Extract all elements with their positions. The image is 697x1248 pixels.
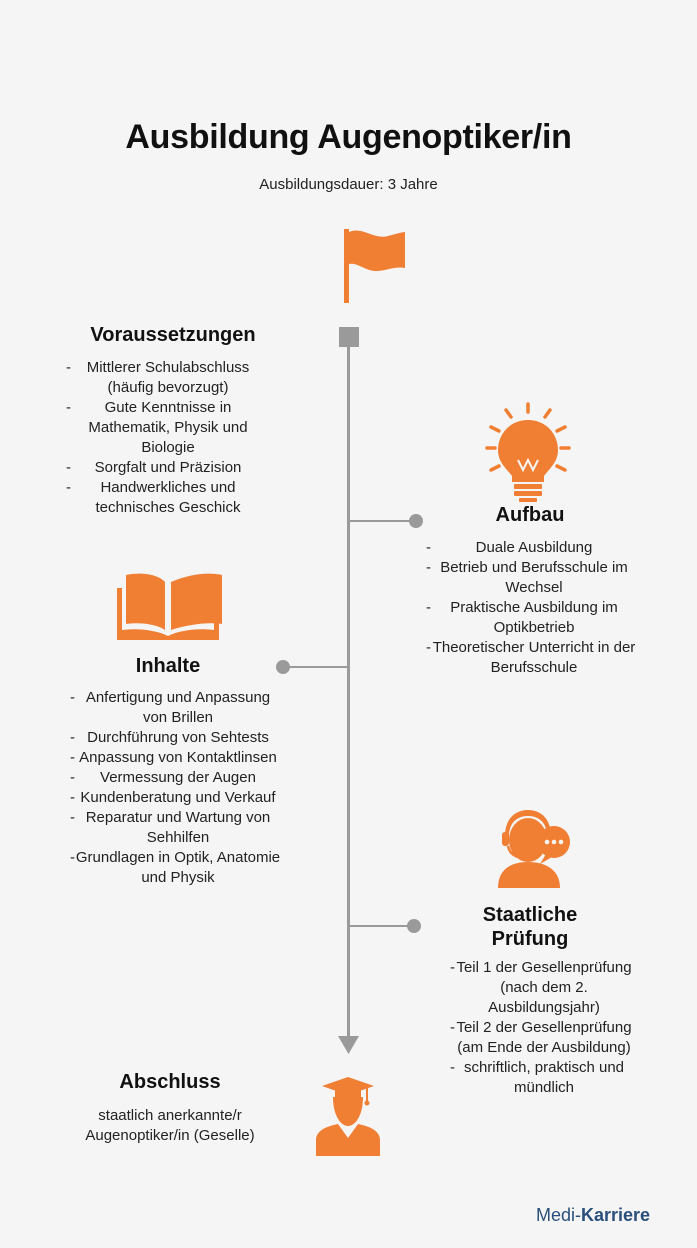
list-item: - Teil 1 der Gesellenprüfung (nach dem 2. Ausbildungsjahr): [452, 958, 636, 1018]
list-item: - Sorgfalt und Präzision: [68, 458, 268, 478]
connector-dot-pruefung: [407, 919, 421, 933]
list-item: - Handwerkliches und technisches Geschick: [68, 478, 268, 518]
voraussetzungen-heading: Voraussetzungen: [90, 324, 256, 346]
book-icon: [117, 573, 222, 640]
list-item: - Anpassung von Kontaktlinsen: [72, 748, 284, 768]
graduate-icon: [316, 1077, 380, 1156]
list-item: - Grundlagen in Optik, Anatomie und Physik: [72, 848, 284, 888]
timeline-end-arrow: [338, 1036, 359, 1054]
aufbau-heading: Aufbau: [495, 504, 565, 526]
connector-dot-inhalte: [276, 660, 290, 674]
brand-logo: [536, 1205, 650, 1226]
pruefung-heading-line1: Staatliche: [482, 904, 578, 926]
abschluss-text: staatlich anerkannte/r Augenoptiker/in (Geselle): [85, 1107, 255, 1144]
list-item: - Praktische Ausbildung im Optikbetrieb: [428, 598, 640, 638]
timeline-line: [347, 347, 350, 1039]
list-item: - Teil 2 der Gesellenprüfung (am Ende der Ausbildung): [452, 1018, 636, 1058]
aufbau-list: [428, 538, 640, 678]
flag-icon: [344, 229, 405, 303]
list-item: - Reparatur und Wartung von Sehhilfen: [72, 808, 284, 848]
list-item: - Kundenberatung und Verkauf: [72, 788, 284, 808]
inhalte-list: [72, 688, 284, 888]
page-subtitle: Ausbildungsdauer: 3 Jahre: [259, 176, 438, 193]
list-item: - Vermessung der Augen: [72, 768, 284, 788]
list-item: - Durchführung von Sehtests: [72, 728, 284, 748]
lightbulb-icon: [487, 404, 569, 502]
connector-dot-aufbau: [409, 514, 423, 528]
list-item: - Gute Kenntnisse in Mathematik, Physik und Biologie: [68, 398, 268, 458]
timeline-start-marker: [339, 327, 359, 347]
list-item: - Duale Ausbildung: [428, 538, 640, 558]
list-item: - Anfertigung und Anpassung von Brillen: [72, 688, 284, 728]
inhalte-heading: Inhalte: [135, 655, 201, 677]
pruefung-list: [452, 958, 636, 1098]
brand-part1: Medi-: [536, 1205, 582, 1225]
list-item: - schriftlich, praktisch und mündlich: [452, 1058, 636, 1098]
page-title: Ausbildung Augenoptiker/in: [125, 118, 572, 156]
abschluss-heading: Abschluss: [119, 1071, 221, 1093]
support-person-icon: [498, 810, 570, 888]
voraussetzungen-list: [68, 358, 268, 518]
brand-part2: Karriere: [581, 1205, 651, 1225]
pruefung-heading-line2: Prüfung: [491, 928, 569, 950]
pruefung-heading: [450, 903, 610, 951]
list-item: - Theoretischer Unterricht in der Berufsschule: [428, 638, 640, 678]
list-item: - Mittlerer Schulabschluss (häufig bevorzugt): [68, 358, 268, 398]
list-item: - Betrieb und Berufsschule im Wechsel: [428, 558, 640, 598]
